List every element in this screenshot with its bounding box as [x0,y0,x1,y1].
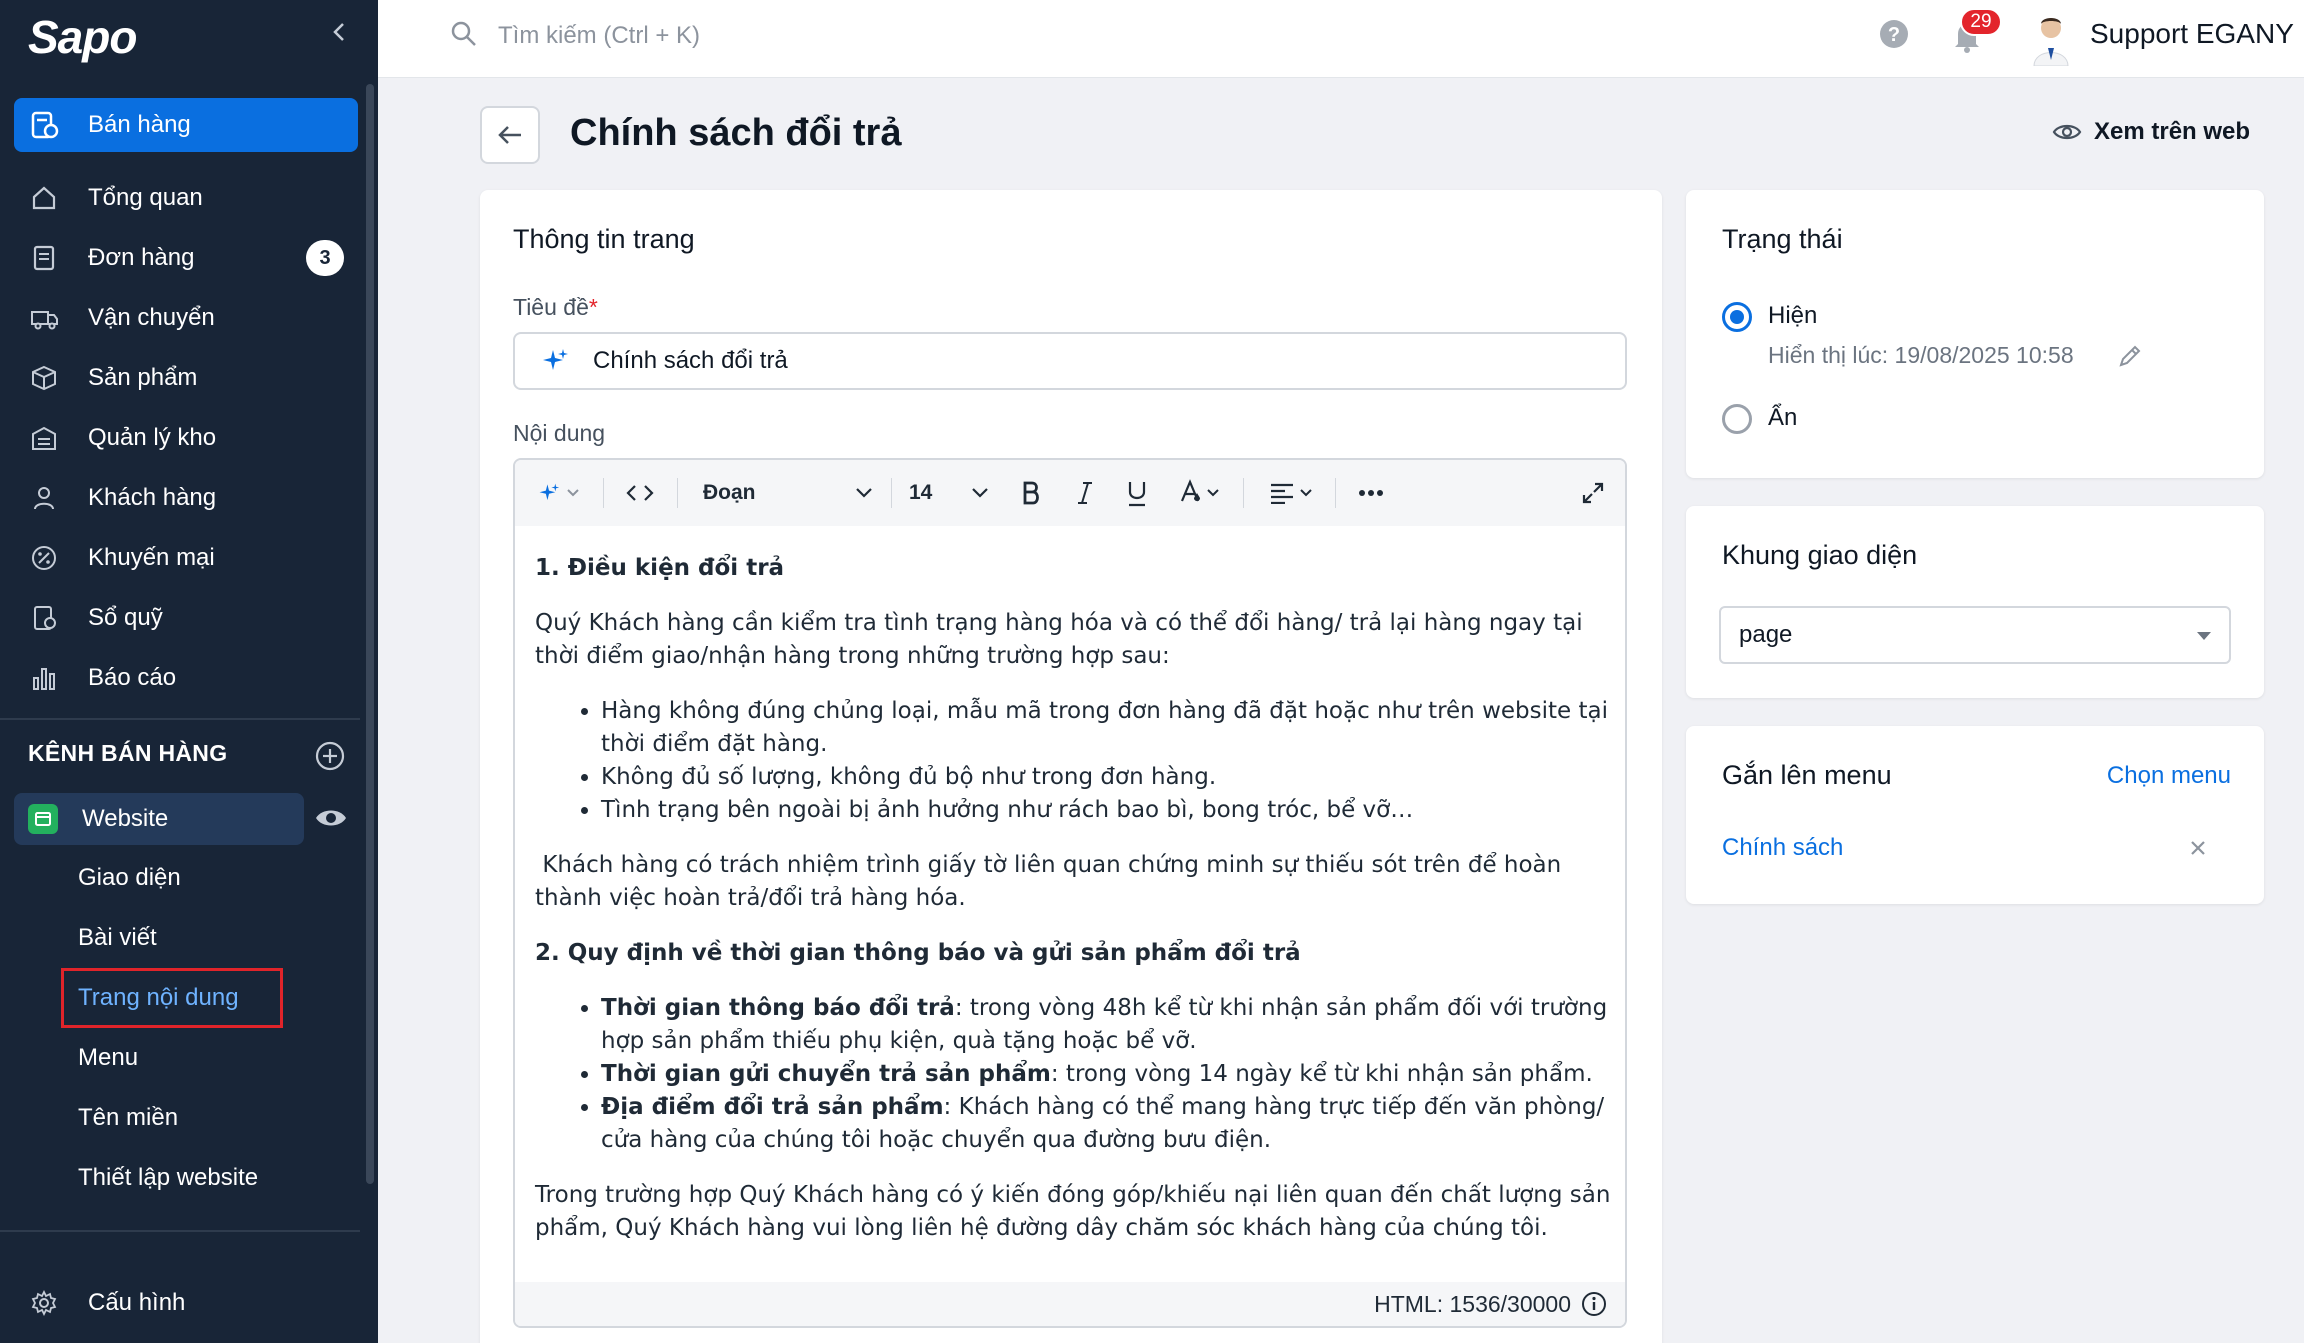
chart-icon [26,660,62,696]
paragraph-style-select[interactable] [703,474,873,512]
content-paragraph-2 [535,849,1615,915]
content-heading-2: 2. Quy định về thời gian thông báo và gửi sản phẩm đổi trả [535,940,1301,966]
editor-footer [515,1282,1625,1326]
highlight-annotation [61,968,283,1028]
order-icon [26,240,62,276]
card-title: Gắn lên menu [1722,760,1892,790]
sidebar-item-label: Tổng quan [88,184,203,211]
sidebar-divider [0,1230,360,1232]
ai-sparkle-icon[interactable] [541,347,569,375]
store-icon [26,107,62,143]
align-dropdown[interactable] [1263,474,1319,512]
list-item-bold: Thời gian gửi chuyển trả sản phẩm [601,1061,1051,1087]
ai-assist-dropdown[interactable] [533,474,585,512]
chevron-down-icon [1299,488,1313,498]
layout-template-value: page [1739,621,1793,648]
avatar[interactable] [2026,10,2076,66]
editor-toolbar [515,460,1625,526]
layout-template-select[interactable] [1719,606,2231,664]
rich-text-editor[interactable] [513,458,1627,1328]
toolbar-divider [891,478,892,508]
view-website-eye-icon[interactable] [314,803,348,833]
content-field-label: Nội dung [513,420,606,446]
chevron-down-icon [855,487,873,499]
sidebar-item-label: Website [82,805,169,832]
website-icon [28,804,58,834]
page-title: Chính sách đổi trả [570,112,902,154]
eye-icon [2052,121,2082,143]
list-item-bold: Thời gian thông báo đổi trả [601,995,955,1021]
required-mark: * [588,294,598,320]
sidebar-item-sales[interactable] [14,98,358,152]
title-input-value: Chính sách đổi trả [593,347,788,374]
italic-icon [1075,480,1095,506]
truck-icon [26,300,62,336]
attach-menu-card [1686,726,2264,904]
align-left-icon [1269,482,1295,504]
content-list-1 [601,695,1615,827]
add-channel-icon[interactable] [314,740,348,774]
font-size-value: 14 [909,481,933,504]
sidebar-item-cashbook[interactable] [14,591,358,645]
back-button[interactable] [480,106,540,164]
sidebar-item-label: Quản lý kho [88,424,217,451]
ai-sparkle-icon [538,482,560,504]
list-item-text: : trong vòng 48h kể từ khi nhận sản phẩm đối với trường hợp sản phẩm thiếu phụ kiện, quà tặng hoặc bể vỡ. [601,995,1608,1054]
orders-count-badge: 3 [306,240,344,276]
bold-icon [1020,480,1042,506]
list-item [601,1091,1615,1157]
gear-icon [26,1285,62,1321]
fullscreen-button[interactable] [1575,474,1611,512]
card-title: Trạng thái [1722,224,1843,254]
content-paragraph-3: Trong trường hợp Quý Khách hàng có ý kiến đóng góp/khiếu nại liên quan đến chất lượng sản phẩm, Quý Khách hàng vui lòng liên hệ đường dây chăm sóc khách hàng của chúng tôi. [535,1182,1611,1241]
list-item [601,992,1615,1058]
edit-pencil-icon[interactable] [2116,342,2144,370]
list-item [601,1058,1615,1091]
content-paragraph-2-text: Khách hàng có trách nhiệm trình giấy tờ liên quan chứng minh sự thiếu sót trên để hoàn thành việc hoàn trả/đổi trả hàng hóa. [535,852,1562,911]
sidebar [0,0,378,1343]
layout-template-card [1686,506,2264,698]
sidebar-item-promotions[interactable] [14,531,358,585]
sidebar-item-label: Sản phẩm [88,364,198,391]
sidebar-item-label: Khách hàng [88,484,217,511]
sidebar-item-label: Báo cáo [88,664,177,691]
visible-radio[interactable] [1722,302,1752,332]
toolbar-divider [677,478,678,508]
sidebar-item-customers[interactable] [14,471,358,525]
sidebar-subitem-website-settings[interactable]: Thiết lập website [78,1164,259,1191]
discount-icon [26,540,62,576]
sales-channels-title: KÊNH BÁN HÀNG [28,740,228,766]
title-input[interactable] [513,332,1627,390]
sidebar-subitem-domain[interactable]: Tên miền [78,1104,179,1131]
list-item-text: : trong vòng 14 ngày kể từ khi nhận sản phẩm. [1050,1061,1593,1087]
more-horizontal-icon [1358,489,1384,497]
text-color-icon [1178,479,1202,507]
view-on-web-label: Xem trên web [2094,118,2251,145]
italic-button[interactable] [1067,474,1103,512]
close-icon[interactable] [2186,836,2210,860]
list-item: • Tình trạng bên ngoài bị ảnh hưởng như rách bao bì, bong tróc, bể vỡ… [601,794,1615,827]
underline-button[interactable] [1119,474,1155,512]
sidebar-item-products[interactable] [14,351,358,405]
sidebar-item-label: Vận chuyển [88,304,215,331]
title-field-label [513,294,598,321]
top-bar [378,0,2304,78]
bold-button[interactable] [1013,474,1049,512]
search-icon [450,20,480,50]
list-item: • Hàng không đúng chủng loại, mẫu mã trong đơn hàng đã đặt hoặc như trên website tại thời điểm đặt hàng. [601,695,1615,761]
sidebar-item-website[interactable] [14,793,304,845]
search-input[interactable] [498,16,1098,56]
warehouse-icon [26,420,62,456]
toolbar-divider [603,478,604,508]
sidebar-subitem-menu[interactable]: Menu [78,1044,139,1071]
sidebar-item-label: Cấu hình [88,1289,186,1316]
sidebar-item-reports[interactable] [14,651,358,705]
home-icon [26,180,62,216]
content-list-2 [601,992,1615,1157]
view-on-web-button[interactable] [2052,118,2250,146]
notification-badge: 29 [1960,8,2002,36]
content-heading-1: 1. Điều kiện đổi trả [535,555,785,581]
content-paragraph-1: Quý Khách hàng cần kiểm tra tình trạng hàng hóa và có thể đổi hàng/ trả lại hàng ngay tại thời điểm giao/nhận hàng trong những trường hợp sau: [535,610,1583,669]
box-icon [26,360,62,396]
sidebar-subitem-posts[interactable]: Bài viết [78,924,157,951]
font-size-select[interactable] [909,474,989,512]
toolbar-divider [1243,478,1244,508]
user-icon [26,480,62,516]
sidebar-item-settings[interactable] [14,1276,185,1330]
arrow-left-icon [497,124,523,146]
chevron-down-icon [1206,488,1220,498]
caret-down-icon [2197,632,2211,640]
sidebar-subitem-theme[interactable]: Giao diện [78,864,181,891]
card-title: Thông tin trang [513,224,695,254]
code-view-button[interactable] [619,474,661,512]
list-item: • Không đủ số lượng, không đủ bộ như trong đơn hàng. [601,761,1615,794]
expand-icon [1581,481,1605,505]
sidebar-item-warehouse[interactable] [14,411,358,465]
choose-menu-link[interactable]: Chọn menu [2106,762,2231,789]
sidebar-item-label: Sổ quỹ [88,604,163,631]
sidebar-item-orders[interactable] [14,231,358,285]
sidebar-item-label: Khuyến mại [88,544,215,571]
hidden-radio-label[interactable]: Ẩn [1768,404,1798,431]
status-card [1686,190,2264,478]
sapo-logo[interactable]: Sapo [28,11,137,63]
page-info-card [480,190,1662,1343]
sidebar-divider [0,718,360,720]
sidebar-item-label: Bán hàng [88,111,191,138]
paragraph-style-value: Đoạn [703,481,756,504]
collapse-sidebar-icon[interactable] [325,14,353,50]
sidebar-item-label: Đơn hàng [88,244,195,271]
sidebar-item-overview[interactable] [14,171,358,225]
list-item-text: : Khách hàng có thể mang hàng trực tiếp đến văn phòng/ cửa hàng của chúng tôi hoặc chuyển qua đường bưu điện. [601,1094,1605,1153]
sidebar-subitem-content-pages[interactable]: Trang nội dung [78,984,239,1011]
title-label-text: Tiêu đề [513,294,589,320]
underline-icon [1126,479,1148,507]
more-options-button[interactable] [1351,474,1391,512]
sidebar-scrollbar[interactable] [366,84,374,1184]
editor-content[interactable] [535,552,1615,1267]
hidden-radio[interactable] [1722,404,1752,434]
info-icon[interactable] [1581,1291,1607,1317]
chevron-down-icon [566,488,580,498]
svg-text:?: ? [1887,24,1901,46]
sidebar-item-shipping[interactable] [14,291,358,345]
toolbar-divider [1335,478,1336,508]
visible-time-text: Hiển thị lúc: 19/08/2025 10:58 [1768,342,2074,368]
text-color-dropdown[interactable] [1173,474,1225,512]
user-name[interactable]: Support EGANY [2090,18,2294,49]
list-item-bold: Địa điểm đổi trả sản phẩm [601,1094,944,1120]
visible-radio-label[interactable]: Hiện [1768,302,1818,329]
code-icon [625,483,655,503]
ledger-icon [26,600,62,636]
html-char-count: HTML: 1536/30000 [1374,1290,1571,1317]
card-title: Khung giao diện [1722,540,1918,570]
menu-item-link[interactable]: Chính sách [1722,834,1844,861]
chevron-down-icon [971,487,989,499]
help-icon[interactable] [1878,18,1910,50]
